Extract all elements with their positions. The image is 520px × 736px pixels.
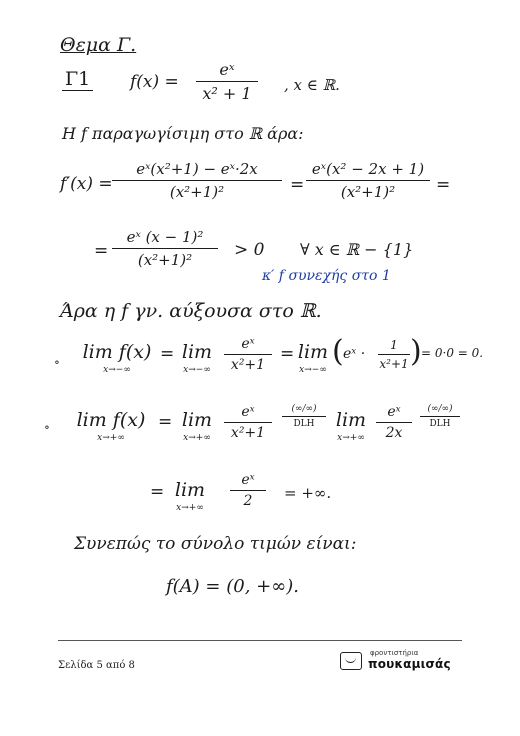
- deriv-eq1: =: [290, 175, 305, 195]
- limit-plus-fraction: [224, 404, 272, 441]
- logo-title: πουκαμισάς: [368, 657, 451, 671]
- deriv2-den: (x²+1)²: [137, 251, 193, 269]
- deriv2-forall: ∀ x ∈ ℝ − {1}: [300, 240, 414, 259]
- limit-plus-lhs: [76, 410, 146, 444]
- fraction-bar: [230, 490, 266, 491]
- indeterminate-dlh-1: [282, 404, 326, 429]
- lim-top: lim: [181, 341, 213, 363]
- ind-den: DLH: [429, 419, 451, 429]
- frac-den: 2x: [385, 425, 403, 441]
- heading: Θεμα Γ.: [60, 34, 137, 56]
- deriv2-rel: > 0: [234, 240, 265, 260]
- deriv-f1-den: (x²+1)²: [169, 183, 225, 201]
- lim-top: lim: [335, 409, 367, 431]
- fraction-bar: [112, 248, 218, 249]
- def-fraction: [196, 60, 258, 103]
- limit-minus-lim2: [176, 342, 218, 376]
- frac-den: x²+1: [230, 357, 266, 373]
- frac-den: x²+1: [230, 425, 266, 441]
- frac-den: x²+1: [379, 357, 409, 371]
- limit-minus-lhs: [82, 342, 152, 376]
- limit-plus-fraction-2: [376, 404, 412, 441]
- limit-plus2-eq: =: [150, 482, 165, 502]
- lim-top: lim: [297, 341, 329, 363]
- fraction-bar: [224, 422, 272, 423]
- deriv2-num: eˣ (x − 1)²: [126, 228, 204, 246]
- publisher-logo: [340, 649, 460, 673]
- lim-top: lim: [181, 409, 213, 431]
- deriv-fraction-2: [306, 160, 430, 201]
- def-den: x² + 1: [202, 84, 252, 103]
- lim-sub: x→+∞: [183, 433, 211, 443]
- limit-minus-eq1: =: [160, 344, 175, 364]
- line-increasing: Άρα η f γν. αύξουσα στο ℝ.: [60, 300, 322, 322]
- def-lhs: f(x) =: [130, 72, 179, 92]
- lim-sub: x→−∞: [299, 365, 327, 375]
- frac-num: eˣ: [241, 472, 255, 488]
- limit-plus-eq1: =: [158, 412, 173, 432]
- fraction-bar: [376, 422, 412, 423]
- def-num: eˣ: [219, 60, 235, 79]
- limit-minus-eq2: =: [280, 344, 295, 364]
- deriv-f2-den: (x²+1)²: [340, 183, 396, 201]
- limit-minus-lim3: [294, 342, 332, 376]
- frac-den: 2: [243, 493, 253, 509]
- bullet-2: ∘: [44, 420, 50, 434]
- lim-top: lim: [174, 479, 206, 501]
- deriv2-eq: =: [94, 241, 109, 261]
- deriv2-fraction: [112, 228, 218, 269]
- limit-plus2-result: = +∞.: [284, 484, 332, 502]
- ind-num: (∞/∞): [291, 404, 317, 414]
- smile-icon: [340, 652, 362, 670]
- lim-sub: x→+∞: [176, 503, 204, 513]
- fraction-bar: [378, 354, 410, 355]
- limit-plus2-lim: [168, 480, 212, 514]
- deriv-f1-num: eˣ(x²+1) − eˣ·2x: [136, 160, 258, 178]
- frac-num: eˣ: [387, 404, 401, 420]
- page-number: Σελίδα 5 από 8: [58, 660, 135, 671]
- indeterminate-dlh-2: [420, 404, 460, 429]
- ind-num: (∞/∞): [427, 404, 453, 414]
- lim-sub: x→+∞: [337, 433, 365, 443]
- fraction-bar: [196, 81, 258, 82]
- fraction-bar: [224, 354, 272, 355]
- line-differentiable: Η f παραγωγίσιμη στο ℝ άρα:: [62, 124, 304, 143]
- deriv-lhs: f′(x) =: [60, 174, 113, 194]
- frac-num: 1: [390, 338, 398, 352]
- fraction-bar: [420, 416, 460, 417]
- limit-minus-fraction: [224, 336, 272, 373]
- limit-plus-lim3: [330, 410, 372, 444]
- line-range: Συνεπώς το σύνολο τιμών είναι:: [74, 534, 357, 554]
- deriv2-continuity-note: κ′ f συνεχής στο 1: [262, 268, 391, 284]
- bullet-1: ∘: [54, 355, 60, 369]
- ind-den: DLH: [293, 419, 315, 429]
- def-domain: , x ∈ ℝ.: [284, 76, 340, 94]
- lim-sub: x→−∞: [103, 365, 131, 375]
- limit-plus-lim2: [176, 410, 218, 444]
- deriv-eq2: =: [436, 175, 451, 195]
- logo-subtitle: φροντιστήρια: [370, 649, 419, 657]
- deriv-f2-num: eˣ(x² − 2x + 1): [311, 160, 425, 178]
- paren-close: ): [410, 334, 422, 369]
- limit-minus-inner: eˣ ·: [343, 346, 366, 362]
- limit-minus-inner-fraction: [378, 338, 410, 371]
- fraction-bar: [112, 180, 282, 181]
- paren-open: (: [332, 334, 344, 369]
- lim-sub: x→+∞: [97, 433, 125, 443]
- lim-sub: x→−∞: [183, 365, 211, 375]
- range-formula: f(A) = (0, +∞).: [166, 576, 299, 597]
- frac-num: eˣ: [241, 404, 255, 420]
- lim-top: lim f(x): [76, 409, 146, 431]
- lim-top: lim f(x): [82, 341, 152, 363]
- limit-plus2-fraction: [230, 472, 266, 509]
- footer-divider: [58, 640, 462, 641]
- fraction-bar: [306, 180, 430, 181]
- part-label: Γ1: [62, 68, 93, 91]
- fraction-bar: [282, 416, 326, 417]
- limit-minus-result: = 0·0 = 0.: [421, 346, 484, 360]
- frac-num: eˣ: [241, 336, 255, 352]
- deriv-fraction-1: [112, 160, 282, 201]
